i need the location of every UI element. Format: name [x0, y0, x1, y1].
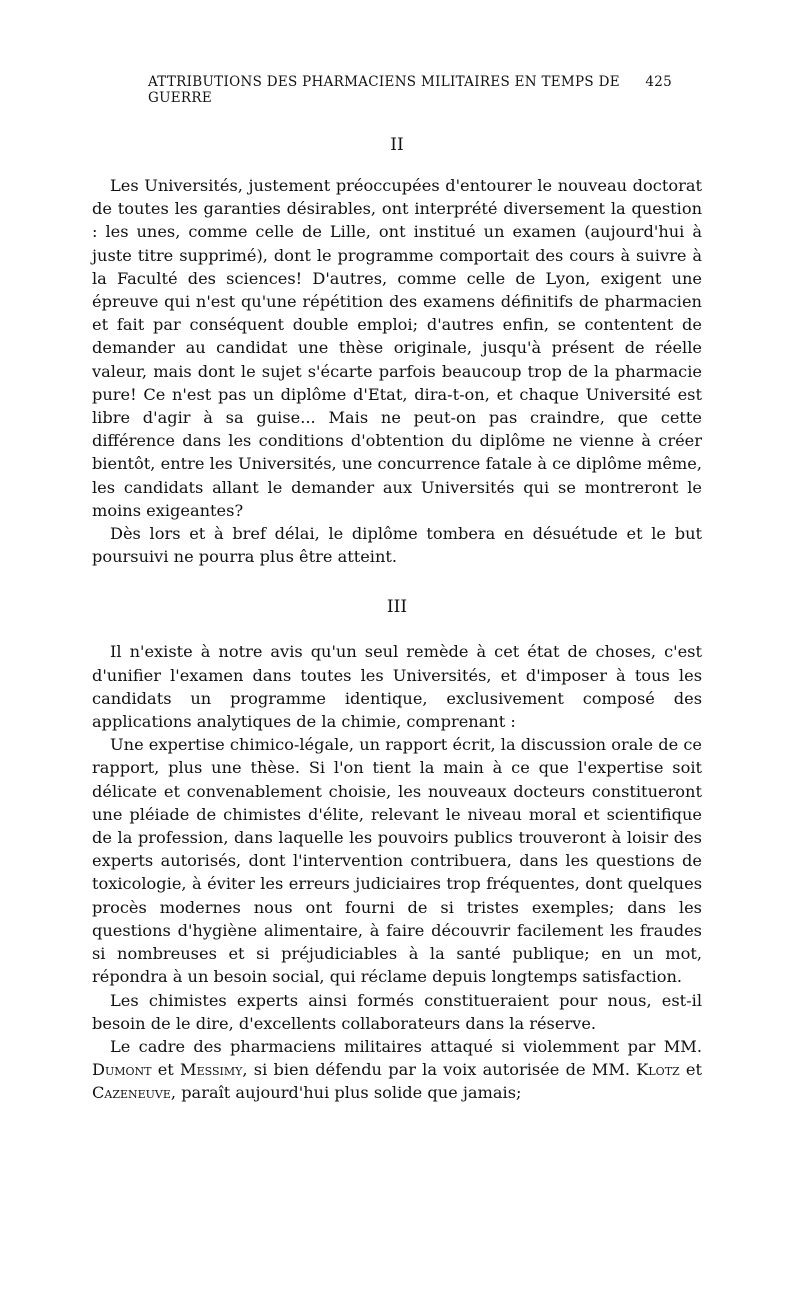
- paragraph-cadre: [92, 1035, 702, 1105]
- author-name-dumont: Dumont: [92, 1060, 152, 1080]
- running-head: [148, 74, 672, 106]
- text-run: et: [679, 1060, 702, 1080]
- paragraph-universites: Les Universités, justement préoccupées d'entourer le nouveau doctorat de toutes les garanties désirables, ont interprété diversement la question : les unes, comme celle de Lille, ont institué un examen (aujourd'hui à juste titre supprimé), dont le programme comportait des cours à suivre à la Faculté des sciences! D'autres, comme celle de Lyon, exigent une épreuve qui n'est qu'une répétition des examens définitifs de pharmacien et fait par conséquent double emploi; d'autres enfin, se contentent de demander au candidat une thèse originale, jusqu'à présent de réelle valeur, mais dont le sujet s'écarte parfois beaucoup trop de la pharmacie pure! Ce n'est pas un diplôme d'Etat, dira-t-on, et chaque Université est libre d'agir à sa guise... Mais ne peut-on pas craindre, que cette différence dans les conditions d'obtention du diplôme ne vienne à créer bientôt, entre les Universités, une concurrence fatale à ce diplôme même, les candidats allant le demander aux Universités qui se montreront le moins exigeantes?: [92, 176, 702, 520]
- paragraph-des-lors: Dès lors et à bref délai, le diplôme tombera en désuétude et le but poursuivi ne pourra plus être atteint.: [92, 524, 702, 567]
- author-name-messimy: Messimy: [180, 1060, 243, 1080]
- paragraph-expertise: Une expertise chimico-légale, un rapport écrit, la discussion orale de ce rapport, plus une thèse. Si l'on tient la main à ce que l'expertise soit délicate et convenablement choisie, les nouveaux docteurs constitueront une pléiade de chimistes d'élite, relevant le niveau moral et scientifique de la profession, dans laquelle les pouvoirs publics trouveront à loisir des experts autorisés, dont l'intervention contribuera, dans les questions de toxicologie, à éviter les erreurs judiciaires trop fréquentes, dont quelques procès modernes nous ont fourni de si tristes exemples; dans les questions d'hygiène alimentaire, à faire découvrir facilement les fraudes si nombreuses et si préjudiciables à la santé publique; en un mot, répondra à un besoin social, qui réclame depuis longtemps satisfaction.: [92, 735, 702, 987]
- text-run: , si bien défendu par la voix autorisée de MM.: [242, 1060, 637, 1080]
- author-name-klotz: Klotz: [636, 1060, 680, 1080]
- page-body: [92, 128, 702, 1105]
- section-heading-iii: III: [386, 597, 408, 618]
- section-heading-ii: II: [390, 135, 404, 155]
- paragraph-remede: Il n'existe à notre avis qu'un seul remède à cet état de choses, c'est d'unifier l'examen dans toutes les Universités, et d'imposer à tous les candidats un programme identique, exclusivement composé des applications analytiques de la chimie, comprenant :: [92, 642, 702, 732]
- text-run: , paraît aujourd'hui plus solide que jamais;: [170, 1083, 522, 1103]
- author-name-cazeneuve: Cazeneuve: [92, 1083, 171, 1103]
- paragraph-chimistes-experts: Les chimistes experts ainsi formés constitueraient pour nous, est-il besoin de le dire, d'excellents collaborateurs dans la réserve.: [92, 990, 702, 1033]
- text-run: Le cadre des pharmaciens militaires attaqué si violemment par MM.: [110, 1036, 702, 1056]
- page-number: 425: [645, 74, 672, 90]
- text-run: et: [151, 1060, 181, 1080]
- running-title: ATTRIBUTIONS DES PHARMACIENS MILITAIRES EN TEMPS DE GUERRE: [148, 74, 620, 106]
